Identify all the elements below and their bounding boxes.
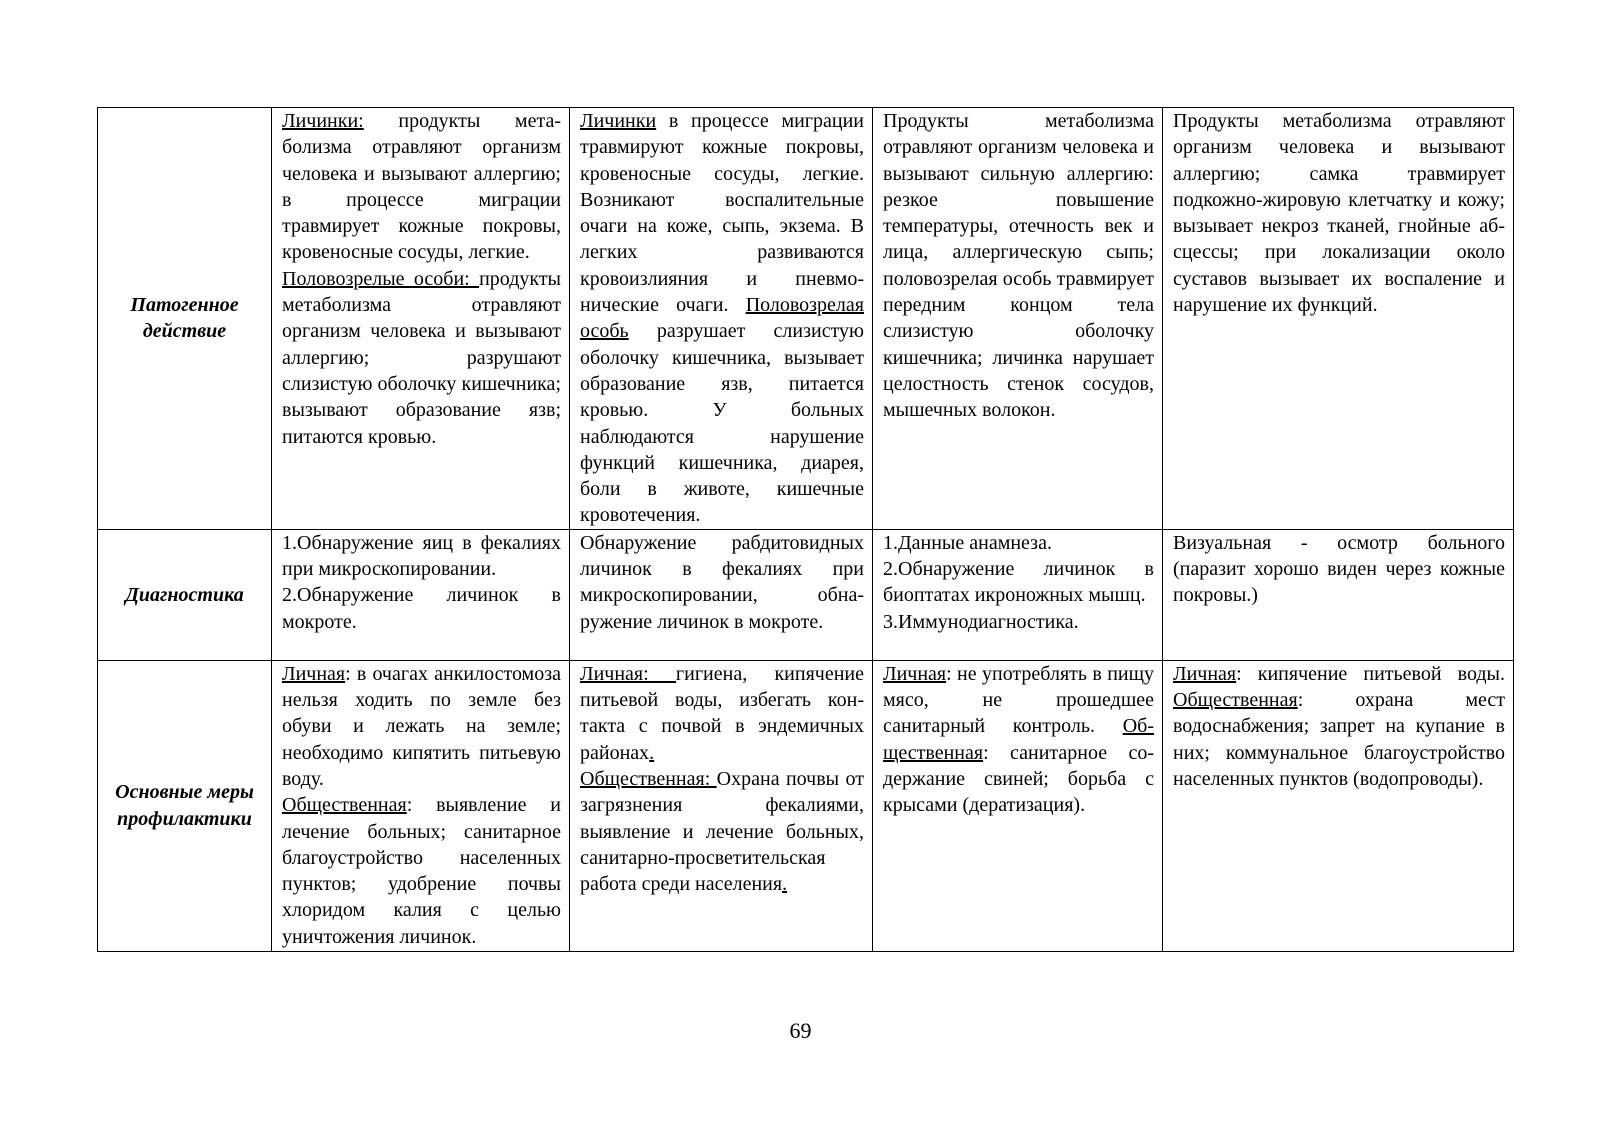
table-cell [1163,529,1514,660]
table-cell [873,529,1163,660]
table-cell [570,529,873,660]
cell-paragraph [883,609,1154,635]
cell-paragraph [883,661,1154,819]
cell-paragraph [580,766,864,897]
cell-text: 2.Обнаружение личинок в биоптатах икроножных мышц. [883,558,1154,607]
table-cell [1163,660,1514,951]
table-cell [272,660,570,951]
cell-text: продукты метаболизма отравляют организм человека и вызывают аллергию; в процессе миграции травмирует кожные покровы, кровеносные сосуды, легкие. [282,110,561,264]
row-label: Диагностика [98,529,272,660]
cell-paragraph [580,661,864,766]
cell-paragraph [883,556,1154,609]
underlined-term: . [782,873,788,896]
cell-text: разрушает слизистую оболочку кишечника, вызывает образование язв, питается кровью. У больных наблюдаются нарушение функций кишечника, диарея, боли в животе, кишечные кровотечения. [580,320,864,527]
underlined-term: Личная: [580,662,676,685]
underlined-term: Личная [883,662,947,685]
cell-text: в процессе миграции травмируют кожные покровы, кровеносные сосуды, легкие. Возникают воспалительные очаги на коже, сыпь, экзема. В легких развиваются кровоизлияния и пневмонические очаги. [580,110,864,317]
cell-text: : кипячение питьевой воды. [1236,662,1505,685]
cell-text: : санитарное содержание свиней; борьба с крысами (дератизация). [883,741,1154,817]
cell-paragraph [883,108,1154,424]
table-cell [272,108,570,530]
cell-paragraph [580,530,864,635]
cell-paragraph [883,530,1154,556]
table-row-prevention [98,660,1514,951]
underlined-term: . [649,741,655,764]
table-body [98,108,1514,952]
cell-paragraph [282,582,561,635]
underlined-term: Личинки: [282,110,364,132]
underlined-term: Личинки [580,110,657,132]
underlined-term: Половозрелые особи: [282,267,480,290]
cell-text: : в очагах анкилостомоза нельзя ходить по земле без обуви и лежать на земле; необходимо кипятить питьевую воду. [282,662,561,790]
cell-text: Охрана почвы от загрязнения фекалиями, выявление и лечение больных, санитарно-просветительская работа среди населения [580,767,864,896]
cell-text: Визуальная - осмотр больного (паразит хорошо виден через кожные покровы.) [1173,531,1505,607]
page-number: 69 [789,1018,812,1043]
underlined-term: Общественная [1173,689,1298,712]
row-label: Основные меры профилактики [98,660,272,951]
cell-paragraph [282,108,561,266]
cell-text: гигиена, кипячение питьевой воды, избегать контакта с почвой в эндемичных районах [580,662,864,764]
underlined-term: Общественная [282,794,407,817]
cell-paragraph [282,792,561,950]
cell-text: Обнаружение рабдитовидных личинок в фекалиях при микроскопировании, обнаружение личинок в мокроте. [580,531,864,633]
cell-paragraph [1173,108,1505,318]
row-label: Патогенное действие [98,108,272,530]
table-cell [272,529,570,660]
cell-paragraph [282,266,561,450]
table-row-diagnostics [98,529,1514,660]
cell-text: : не употреблять в пищу мясо, не прошедшее санитарный контроль. [883,662,1154,738]
helminth-comparison-table [97,107,1514,952]
cell-text: 3.Иммунодиагностика. [883,610,1079,633]
cell-text: : выявление и лечение больных; санитарное благоустройство населенных пунктов; удобрение почвы хлоридом калия с целью уничтожения личинок. [282,794,561,948]
cell-text: 2.Обнаружение личинок в мокроте. [282,584,561,633]
table-cell [1163,108,1514,530]
cell-paragraph [1173,661,1505,792]
cell-paragraph [282,661,561,792]
cell-text: Продукты метаболизма отравляют организм человека и вызывают аллергию; самка травмирует подкожно-жировую клетчатку и кожу; вызывает некроз тканей, гнойные абсцессы; при локализации около суставов вызывает их воспаление и нарушение их функций. [1173,110,1505,317]
table-cell [570,660,873,951]
table-row-pathogenic-action [98,108,1514,530]
cell-paragraph [1173,530,1505,609]
underlined-term: Общественная: [580,767,717,790]
table-cell [873,108,1163,530]
table-cell [873,660,1163,951]
cell-text: 1.Данные анамнеза. [883,531,1052,554]
underlined-term: Личная [282,662,346,685]
cell-text: 1.Обнаружение яиц в фекалиях при микроскопировании. [282,531,561,581]
cell-text: Продукты метаболизма отравляют организм человека и вызывают сильную аллергию: резкое повышение температуры, отечность век и лица, аллергическую сыпь; половозрелая особь травмирует передним концом тела слизистую оболочку кишечника; личинка нарушает целостность стенок сосудов, мышечных волокон. [883,110,1154,422]
table-cell [570,108,873,530]
cell-text: : охрана мест водоснабжения; запрет на купание в них; коммунальное благоустройство населенных пунктов (водопроводы). [1173,689,1505,790]
underlined-term: Общественная [883,715,1154,764]
cell-text: продукты метаболизма отравляют организм человека и вызывают аллергию; разрушают слизистую оболочку кишечника; вызывают образование язв; питаются кровью. [282,267,561,448]
cell-paragraph [282,530,561,583]
underlined-term: Половозрелая особь [580,294,864,343]
underlined-term: Личная [1173,662,1237,685]
cell-paragraph [580,108,864,529]
